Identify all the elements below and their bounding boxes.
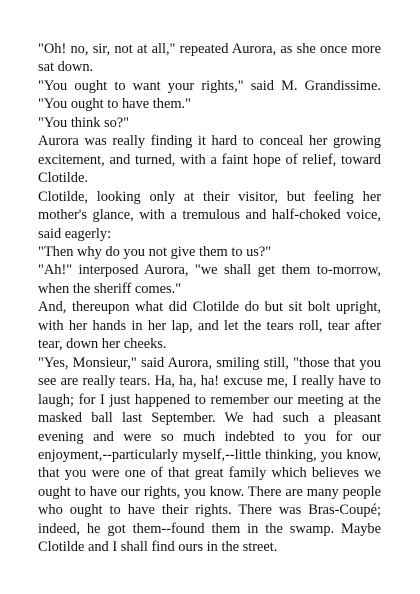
paragraph: "Oh! no, sir, not at all," repeated Aurora, as she once more sat down.	[38, 41, 381, 76]
paragraph: Aurora was really finding it hard to conceal her growing excitement, and turned, with a faint hope of relief, toward Clotilde.	[38, 133, 381, 187]
paragraph: "Yes, Monsieur," said Aurora, smiling still, "those that you see are really tears. Ha, ha, ha! excuse me, I really have to laugh; for I just happened to remember our meeting at the masked ball last September. We had such a pleasant evening and were so much indebted to you for our enjoyment,--particularly myself,--little thinking, you know, that you were one of that great family which believes we ought to have our rights, you know. There are many people who ought to have their rights. There was Bras-Coupé; indeed, he got them--found them in the swamp. Maybe Clotilde and I shall find ours in the street.	[38, 354, 381, 556]
paragraph: "You think so?"	[38, 114, 130, 131]
paragraph: "Then why do you not give them to us?"	[38, 243, 272, 260]
paragraph: And, thereupon what did Clotilde do but sit bolt upright, with her hands in her lap, and let the tears roll, tear after tear, down her cheeks.	[38, 299, 381, 353]
paragraph: Clotilde, looking only at their visitor, but feeling her mother's glance, with a tremulous and half-choked voice, said eagerly:	[38, 188, 381, 242]
paragraph: "Ah!" interposed Aurora, "we shall get them to-morrow, when the sheriff comes."	[38, 262, 381, 297]
paragraph: "You ought to want your rights," said M. Grandissime. "You ought to have them."	[38, 77, 381, 113]
page-text	[38, 40, 381, 557]
